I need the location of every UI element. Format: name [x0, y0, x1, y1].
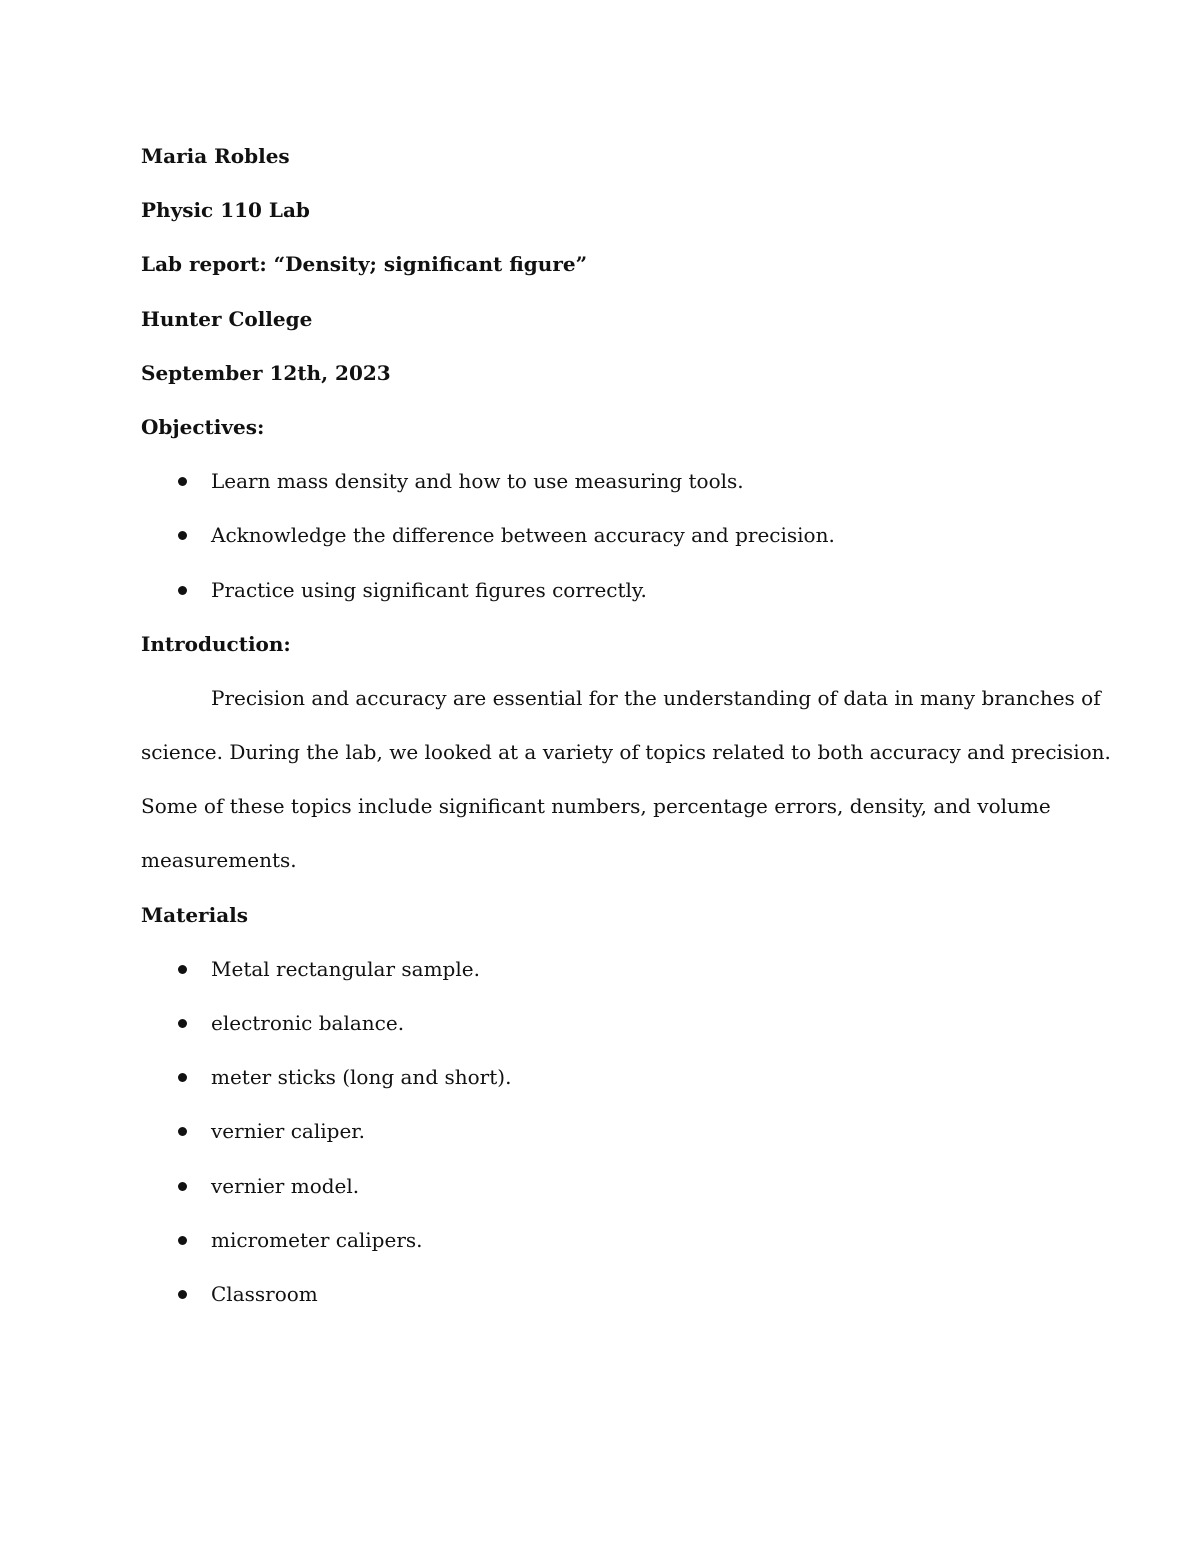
material-item	[178, 1118, 365, 1144]
bullet-icon	[178, 1019, 187, 1028]
materials-heading: Materials	[141, 903, 249, 927]
objective-item-text: Learn mass density and how to use measuring tools.	[211, 469, 744, 493]
bullet-icon	[178, 1127, 187, 1136]
objective-item	[178, 577, 647, 603]
introduction-line: Precision and accuracy are essential for the understanding of data in many branches of	[211, 686, 1101, 710]
author-name: Maria Robles	[141, 144, 290, 168]
bullet-icon	[178, 1290, 187, 1299]
objectives-heading: Objectives:	[141, 415, 265, 439]
bullet-icon	[178, 1236, 187, 1245]
report-date: September 12th, 2023	[141, 361, 391, 385]
material-item	[178, 956, 480, 982]
introduction-heading: Introduction:	[141, 632, 291, 656]
bullet-icon	[178, 965, 187, 974]
course-name: Physic 110 Lab	[141, 198, 310, 222]
introduction-line: science. During the lab, we looked at a variety of topics related to both accuracy and precision.	[141, 740, 1111, 764]
introduction-line: Some of these topics include significant numbers, percentage errors, density, and volume	[141, 794, 1051, 818]
bullet-icon	[178, 1073, 187, 1082]
bullet-icon	[178, 477, 187, 486]
objective-item	[178, 522, 835, 548]
material-item-text: Classroom	[211, 1282, 318, 1306]
material-item-text: Metal rectangular sample.	[211, 957, 480, 981]
material-item-text: meter sticks (long and short).	[211, 1065, 512, 1089]
objective-item-text: Acknowledge the difference between accuracy and precision.	[211, 523, 835, 547]
bullet-icon	[178, 1182, 187, 1191]
bullet-icon	[178, 531, 187, 540]
material-item	[178, 1281, 318, 1307]
introduction-line: measurements.	[141, 848, 297, 872]
material-item	[178, 1064, 511, 1090]
material-item-text: micrometer calipers.	[211, 1228, 423, 1252]
bullet-icon	[178, 586, 187, 595]
material-item-text: vernier caliper.	[211, 1119, 366, 1143]
report-title: Lab report: “Density; significant figure”	[141, 252, 588, 276]
material-item	[178, 1173, 359, 1199]
material-item-text: electronic balance.	[211, 1011, 405, 1035]
objective-item	[178, 468, 744, 494]
material-item-text: vernier model.	[211, 1174, 360, 1198]
objective-item-text: Practice using significant figures correctly.	[211, 578, 647, 602]
material-item	[178, 1227, 423, 1253]
college-name: Hunter College	[141, 307, 313, 331]
material-item	[178, 1010, 404, 1036]
